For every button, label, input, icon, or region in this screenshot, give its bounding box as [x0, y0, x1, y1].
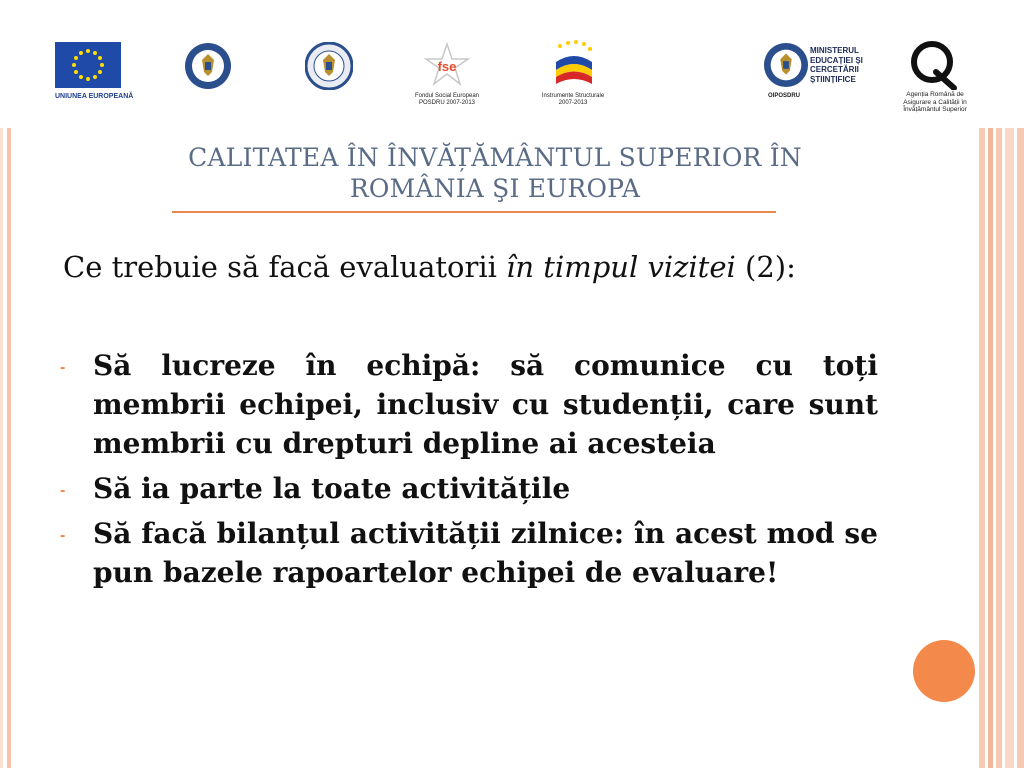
oiposdru-caption: OIPOSDRU [768, 93, 801, 99]
frame-line [988, 128, 993, 768]
slide-title-line: CALITATEA ÎN ÎNVĂȚĂMÂNTUL SUPERIOR ÎN [188, 143, 802, 172]
frame-line [1005, 128, 1014, 768]
list-item [60, 469, 878, 508]
bullet-text: Să lucreze în echipă: să comunice cu toți membrii echipei, inclusiv cu studenții, care sunt membrii cu drepturi depline ai acesteia [93, 349, 878, 460]
fse-star-logo [424, 42, 470, 88]
aracis-name-line: Asigurare a Calității în [903, 98, 967, 106]
ministry-name-line: EDUCAȚIEI ȘI [810, 55, 863, 65]
slide-title-line: ROMÂNIA ŞI EUROPA [349, 174, 641, 203]
oiposdru-seal-logo [763, 42, 809, 88]
frame-line [7, 128, 11, 768]
intro-italic-text: în timpul vizitei [506, 250, 736, 284]
ministry-name-line: MINISTERUL [810, 46, 859, 55]
ministry-name [810, 46, 863, 84]
svg-text:fse: fse [437, 59, 457, 74]
ministry-name-line: CERCETĂRII [810, 65, 859, 74]
aracis-q-logo [906, 38, 962, 90]
frame-line [1017, 128, 1024, 768]
slide-title [150, 142, 840, 204]
eu-flag-logo [55, 42, 121, 88]
list-item [60, 514, 878, 592]
bullet-text: Să ia parte la toate activitățile [93, 472, 571, 505]
structural-instruments-caption [528, 93, 618, 107]
aracis-name-line: Învățământul Superior [903, 106, 967, 113]
structural-instruments-logo [550, 40, 598, 90]
logo-strip [0, 0, 1024, 128]
frame-line [0, 128, 3, 768]
romanian-ministry-seal-logo [305, 42, 353, 90]
is-caption-line: 2007-2013 [558, 100, 588, 106]
aracis-name [890, 91, 980, 114]
intro-text: Ce trebuie să facă evaluatorii [63, 250, 507, 284]
bullet-dash-icon: - [60, 359, 66, 376]
list-item [60, 346, 878, 463]
bullet-text: Să facă bilanțul activității zilnice: în acest mod se pun bazele rapoartelor echipei de evaluare! [93, 517, 878, 589]
frame-line [979, 128, 985, 768]
aracis-name-line: Agenția Română de [906, 91, 964, 98]
ministry-name-line: ȘTIINȚIFICE [810, 74, 856, 84]
fse-caption-line: POSDRU 2007-2013 [418, 100, 476, 106]
intro-paragraph [63, 249, 893, 285]
fse-caption-line: Fondul Social European [414, 93, 480, 99]
bullet-list [60, 346, 878, 598]
intro-text-end: (2): [735, 250, 796, 284]
frame-line [996, 128, 1002, 768]
is-caption-line: Instrumente Structurale [541, 93, 605, 99]
romanian-government-seal-logo [184, 42, 232, 90]
decorative-orange-circle [913, 640, 975, 702]
bullet-dash-icon: - [60, 527, 66, 544]
title-underline [172, 211, 776, 213]
bullet-dash-icon: - [60, 482, 66, 499]
eu-logo-caption: UNIUNEA EUROPEANĂ [55, 93, 134, 100]
fse-logo-caption [402, 93, 492, 107]
